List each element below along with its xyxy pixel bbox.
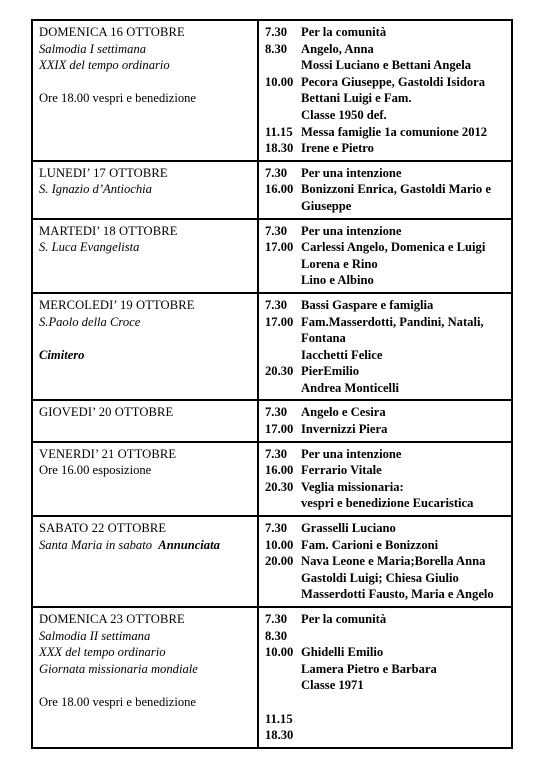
day-title: VENERDI’ 21 OTTOBRE xyxy=(39,446,177,461)
mass-intention: Carlessi Angelo, Domenica e Luigi xyxy=(301,240,486,255)
mass-entry xyxy=(265,41,507,58)
mass-list-cell xyxy=(258,442,512,516)
day-note xyxy=(39,694,253,711)
mass-entry xyxy=(265,74,507,91)
day-note xyxy=(39,661,253,678)
day-title: DOMENICA 23 OTTOBRE xyxy=(39,612,185,626)
mass-entry xyxy=(265,711,507,728)
mass-list-cell xyxy=(258,516,512,607)
mass-intention: Fam. Carioni e Bonizzoni xyxy=(301,537,439,552)
mass-entry xyxy=(265,404,507,421)
mass-list-cell xyxy=(258,161,512,219)
mass-entry xyxy=(265,124,507,141)
mass-time: 7.30 xyxy=(265,25,288,39)
mass-entry xyxy=(265,421,507,438)
mass-entry xyxy=(265,363,507,380)
day-row xyxy=(32,607,512,748)
day-note-text: Ore 18.00 vespri e benedizione xyxy=(39,694,197,709)
day-note-extra: Annunciata xyxy=(158,537,220,552)
mass-intention: Per una intenzione xyxy=(301,446,402,461)
mass-entry xyxy=(265,181,507,198)
mass-time: 7.30 xyxy=(265,521,288,536)
day-note xyxy=(39,90,253,107)
day-info-cell xyxy=(32,219,258,293)
mass-time: 10.00 xyxy=(265,645,294,660)
mass-intention: Grasselli Luciano xyxy=(301,521,396,536)
mass-intention-continued: Bettani Luigi e Fam. xyxy=(301,91,412,106)
mass-entry xyxy=(265,446,507,463)
mass-intention: Bonizzoni Enrica, Gastoldi Mario e xyxy=(301,182,491,197)
mass-intention-continued: Lino e Albino xyxy=(301,273,374,288)
mass-intention-continued: vespri e benedizione Eucaristica xyxy=(301,496,474,511)
day-note-text: Ore 18.00 vespri e benedizione xyxy=(39,91,197,106)
mass-intention: Ferrario Vitale xyxy=(301,463,382,478)
mass-list-cell xyxy=(258,607,512,748)
day-info-cell xyxy=(32,516,258,607)
mass-time: 7.30 xyxy=(265,446,288,461)
mass-intention: Per la comunità xyxy=(301,25,387,39)
day-row xyxy=(32,400,512,441)
day-note xyxy=(39,314,253,331)
day-title: DOMENICA 16 OTTOBRE xyxy=(39,25,185,39)
mass-entry xyxy=(265,223,507,240)
mass-time: 16.00 xyxy=(265,463,294,478)
mass-intention: Per una intenzione xyxy=(301,165,402,180)
mass-entry xyxy=(265,297,507,314)
day-note xyxy=(39,347,253,364)
mass-time: 17.00 xyxy=(265,422,294,437)
day-row xyxy=(32,516,512,607)
spacer xyxy=(39,330,253,347)
mass-intention: Invernizzi Piera xyxy=(301,422,388,437)
mass-entry xyxy=(265,694,507,711)
day-info-cell xyxy=(32,400,258,441)
mass-intention xyxy=(301,694,507,711)
day-note-text: XXX del tempo ordinario xyxy=(39,645,166,660)
mass-intention: Nava Leone e Maria;Borella Anna xyxy=(301,554,486,569)
day-note-text: S. Luca Evangelista xyxy=(39,240,140,255)
mass-time: 16.00 xyxy=(265,182,294,197)
mass-time: 20.00 xyxy=(265,554,294,569)
mass-list-cell xyxy=(258,400,512,441)
day-note xyxy=(39,181,253,198)
mass-time: 17.00 xyxy=(265,240,294,255)
mass-time: 7.30 xyxy=(265,612,288,626)
mass-schedule-table xyxy=(31,19,513,749)
mass-intention: Per una intenzione xyxy=(301,223,402,238)
mass-entry xyxy=(265,727,507,744)
mass-time: 20.30 xyxy=(265,364,294,379)
mass-entry xyxy=(265,24,507,41)
mass-entry xyxy=(265,165,507,182)
day-info-cell xyxy=(32,293,258,401)
day-note-text: Cimitero xyxy=(39,347,85,362)
day-info-cell xyxy=(32,607,258,748)
day-info-cell xyxy=(32,442,258,516)
mass-time xyxy=(265,694,301,711)
day-title: LUNEDI’ 17 OTTOBRE xyxy=(39,165,168,180)
mass-entry xyxy=(265,611,507,628)
spacer xyxy=(39,677,253,694)
mass-list-cell xyxy=(258,219,512,293)
mass-intention: Veglia missionaria: xyxy=(301,479,404,494)
day-title: SABATO 22 OTTOBRE xyxy=(39,521,167,536)
day-note xyxy=(39,462,253,479)
day-row xyxy=(32,20,512,161)
mass-intention-continued: Giuseppe xyxy=(301,198,352,213)
mass-entry xyxy=(265,479,507,496)
day-row xyxy=(32,161,512,219)
day-note xyxy=(39,628,253,645)
mass-intention: PierEmilio xyxy=(301,364,360,379)
mass-entry xyxy=(265,462,507,479)
mass-intention-continued: Masserdotti Fausto, Maria e Angelo xyxy=(301,587,494,602)
mass-time: 11.15 xyxy=(265,711,293,726)
mass-intention-continued: Andrea Monticelli xyxy=(301,380,400,395)
day-title: MERCOLEDI’ 19 OTTOBRE xyxy=(39,297,195,312)
day-note-text: Ore 16.00 esposizione xyxy=(39,463,152,478)
mass-time: 8.30 xyxy=(265,628,288,643)
mass-intention xyxy=(301,628,507,645)
mass-intention: Per la comunità xyxy=(301,612,387,626)
day-note xyxy=(39,57,253,74)
day-title: GIOVEDI’ 20 OTTOBRE xyxy=(39,405,174,420)
mass-intention: Ghidelli Emilio xyxy=(301,645,384,660)
mass-intention-continued: Gastoldi Luigi; Chiesa Giulio xyxy=(301,570,459,585)
day-note-text: XXIX del tempo ordinario xyxy=(39,58,170,73)
mass-time: 8.30 xyxy=(265,41,288,56)
mass-intention xyxy=(301,727,507,744)
day-row xyxy=(32,293,512,401)
mass-list-cell xyxy=(258,20,512,161)
mass-entry xyxy=(265,553,507,570)
day-note-text: S.Paolo della Croce xyxy=(39,314,141,329)
mass-entry xyxy=(265,520,507,537)
day-note-text: Giornata missionaria mondiale xyxy=(39,661,198,676)
mass-intention: Fam.Masserdotti, Pandini, Natali, xyxy=(301,314,484,329)
mass-intention: Messa famiglie 1a comunione 2012 xyxy=(301,124,488,139)
mass-intention-continued: Lorena e Rino xyxy=(301,256,378,271)
mass-entry xyxy=(265,537,507,554)
day-note-text: Santa Maria in sabato xyxy=(39,537,152,552)
mass-time: 18.30 xyxy=(265,728,294,743)
mass-entry xyxy=(265,140,507,157)
mass-time: 11.15 xyxy=(265,124,293,139)
mass-time: 17.00 xyxy=(265,314,294,329)
mass-intention-continued: Lamera Pietro e Barbara xyxy=(301,661,437,676)
mass-intention: Angelo e Cesira xyxy=(301,405,386,420)
schedule-body xyxy=(32,20,512,748)
spacer xyxy=(39,74,253,91)
mass-intention-continued: Classe 1971 xyxy=(301,678,364,693)
mass-intention-continued: Classe 1950 def. xyxy=(301,107,387,122)
mass-time: 10.00 xyxy=(265,74,294,89)
mass-time: 18.30 xyxy=(265,141,294,156)
day-note-text: Salmodia I settimana xyxy=(39,41,147,56)
mass-intention: Pecora Giuseppe, Gastoldi Isidora xyxy=(301,74,486,89)
day-note xyxy=(39,537,253,554)
mass-time: 7.30 xyxy=(265,223,288,238)
day-info-cell xyxy=(32,161,258,219)
mass-intention xyxy=(301,711,507,728)
mass-intention-continued: Iacchetti Felice xyxy=(301,347,383,362)
mass-entry xyxy=(265,628,507,645)
mass-intention: Angelo, Anna xyxy=(301,41,374,56)
mass-entry xyxy=(265,239,507,256)
day-title: MARTEDI’ 18 OTTOBRE xyxy=(39,223,178,238)
day-note-text: S. Ignazio d’Antiochia xyxy=(39,182,152,197)
mass-list-cell xyxy=(258,293,512,401)
mass-intention-continued: Mossi Luciano e Bettani Angela xyxy=(301,58,472,73)
day-note xyxy=(39,239,253,256)
mass-entry xyxy=(265,644,507,661)
day-note xyxy=(39,41,253,58)
mass-time: 7.30 xyxy=(265,297,288,312)
mass-time: 10.00 xyxy=(265,537,294,552)
mass-intention: Bassi Gaspare e famiglia xyxy=(301,297,434,312)
day-note xyxy=(39,644,253,661)
mass-intention: Irene e Pietro xyxy=(301,141,374,156)
day-info-cell xyxy=(32,20,258,161)
day-row xyxy=(32,219,512,293)
mass-entry xyxy=(265,314,507,331)
mass-time: 20.30 xyxy=(265,479,294,494)
day-row xyxy=(32,442,512,516)
mass-time: 7.30 xyxy=(265,405,288,420)
day-note-text: Salmodia II settimana xyxy=(39,628,151,643)
mass-intention-continued: Fontana xyxy=(301,331,346,346)
mass-time: 7.30 xyxy=(265,165,288,180)
